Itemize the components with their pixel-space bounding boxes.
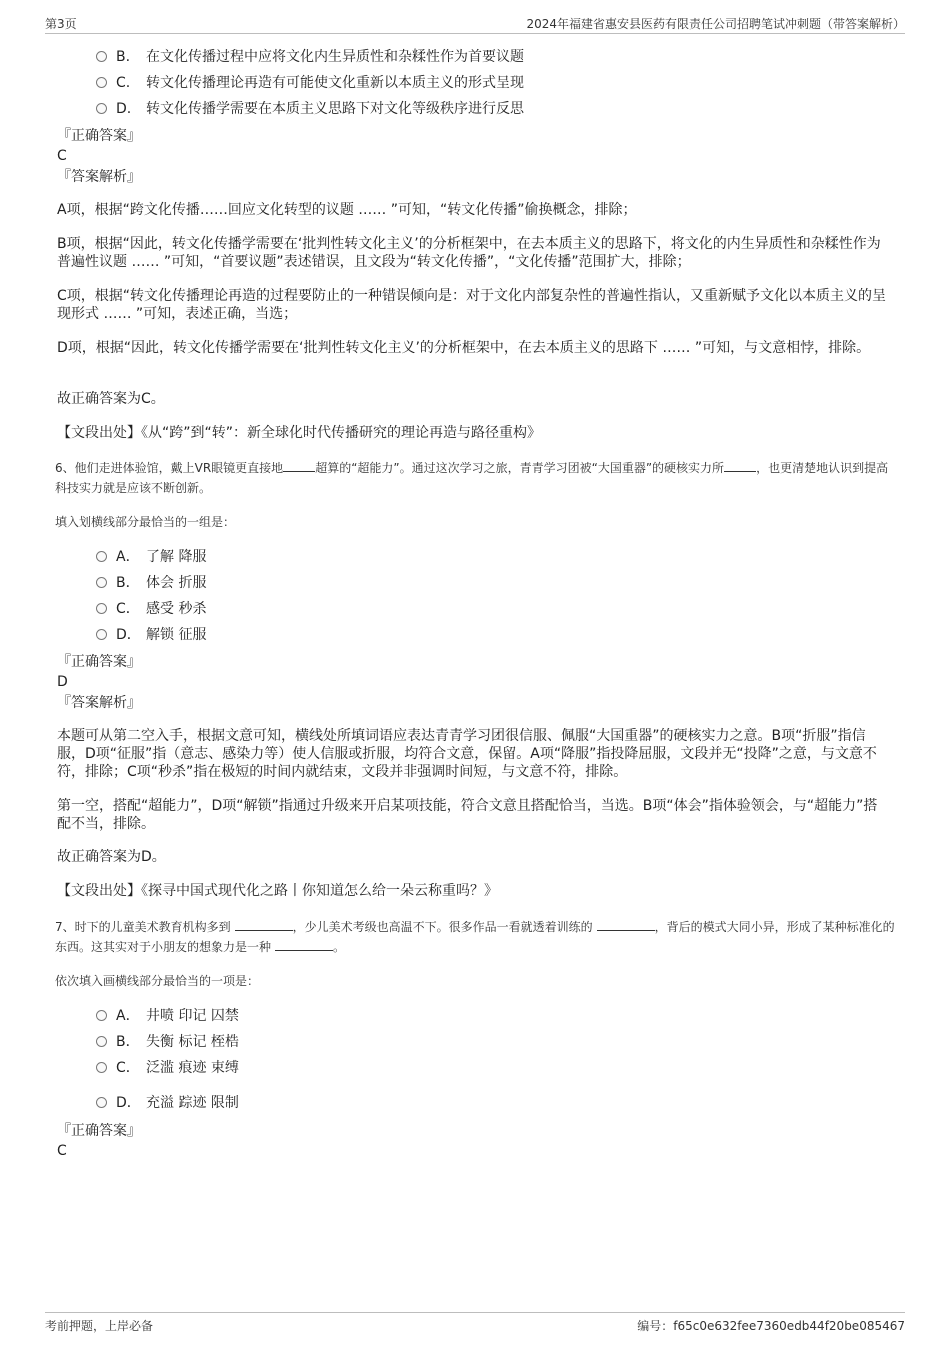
radio-icon[interactable]	[96, 51, 107, 62]
q5-conclusion: 故正确答案为C。	[57, 391, 165, 407]
page-number: 第3页	[45, 17, 77, 31]
q6-question: 6、他们走进体验馆，戴上VR眼镜更直接地 超算的“超能力”。通过这次学习之旅，青青学习团被“大国重器”的硬核实力所 ，也更清楚地认识到提高科技实力就是应该不断创新。	[55, 461, 889, 495]
q5-option-d[interactable]: D. 转文化传播学需要在本质主义思路下对文化等级秩序进行反思	[96, 100, 524, 118]
q6-answer: D	[57, 674, 68, 690]
q7-option-a[interactable]: A． 井喷 印记 囚禁	[96, 1007, 239, 1025]
q5-analysis-c: C项，根据“转文化传播理论再造的过程要防止的一种错误倾向是：对于文化内部复杂性的普遍性指认，又重新赋予文化以本质主义的呈现形式 …… ”可知，表述正确，当选；	[57, 288, 887, 322]
q6-conclusion: 故正确答案为D。	[57, 849, 166, 865]
radio-icon[interactable]	[96, 77, 107, 88]
blank	[275, 938, 333, 951]
q5-option-b[interactable]: B. 在文化传播过程中应将文化内生异质性和杂糅性作为首要议题	[96, 48, 524, 66]
q6-answer-label: 『正确答案』	[57, 654, 141, 670]
q6-instruction: 填入划横线部分最恰当的一组是：	[55, 515, 236, 529]
blank	[724, 459, 756, 472]
q5-analysis-b: B项，根据“因此，转文化传播学需要在‘批判性转文化主义’的分析框架中，在去本质主义的思路下，将文化的内生异质性和杂糅性作为普遍性议题 …… ”可知，“首要议题”表述错误，且文段为“转文化传播”，“文化传播”范围扩大，排除；	[57, 236, 881, 270]
page-header	[45, 13, 905, 34]
radio-icon[interactable]	[96, 103, 107, 114]
document-title: 2024年福建省惠安县医药有限责任公司招聘笔试冲刺题（带答案解析）	[526, 17, 905, 31]
footer-slogan: 考前押题，上岸必备	[45, 1319, 154, 1333]
radio-icon[interactable]	[96, 1010, 107, 1021]
radio-icon[interactable]	[96, 1097, 107, 1108]
radio-icon[interactable]	[96, 551, 107, 562]
q5-answer-label: 『正确答案』	[57, 128, 141, 144]
q7-answer-label: 『正确答案』	[57, 1123, 141, 1139]
q5-source: 【文段出处】《从“跨”到“转”：新全球化时代传播研究的理论再造与路径重构》	[57, 425, 542, 441]
blank	[283, 459, 315, 472]
q6-source: 【文段出处】《探寻中国式现代化之路丨你知道怎么给一朵云称重吗？》	[57, 883, 498, 899]
q6-option-c[interactable]: C． 感受 秒杀	[96, 600, 206, 618]
q6-option-d[interactable]: D． 解锁 征服	[96, 626, 206, 644]
page-footer	[45, 1312, 905, 1337]
radio-icon[interactable]	[96, 1062, 107, 1073]
q7-option-b[interactable]: B． 失衡 标记 桎梏	[96, 1033, 239, 1051]
q6-analysis-label: 『答案解析』	[57, 695, 141, 711]
radio-icon[interactable]	[96, 577, 107, 588]
blank	[235, 918, 293, 931]
footer-serial: 编号：f65c0e632fee7360edb44f20be085467	[637, 1319, 905, 1333]
q5-analysis-a: A项，根据“跨文化传播……回应文化转型的议题 …… ”可知，“转文化传播”偷换概念，排除；	[57, 202, 637, 218]
q7-option-d[interactable]: D． 充溢 踪迹 限制	[96, 1094, 239, 1112]
q7-answer: C	[57, 1143, 67, 1159]
radio-icon[interactable]	[96, 1036, 107, 1047]
q5-analysis-label: 『答案解析』	[57, 169, 141, 185]
blank	[597, 918, 655, 931]
radio-icon[interactable]	[96, 629, 107, 640]
q5-analysis-d: D项，根据“因此，转文化传播学需要在‘批判性转文化主义’的分析框架中，在去本质主义的思路下 …… ”可知，与文意相悖，排除。	[57, 340, 871, 356]
q6-option-a[interactable]: A． 了解 降服	[96, 548, 206, 566]
q7-instruction: 依次填入画横线部分最恰当的一项是：	[55, 974, 260, 988]
q5-option-c[interactable]: C. 转文化传播理论再造有可能使文化重新以本质主义的形式呈现	[96, 74, 524, 92]
q6-analysis-1: 本题可从第二空入手，根据文意可知，横线处所填词语应表达青青学习团很信服、佩服“大国重器”的硬核实力之意。B项“折服”指信服，D项“征服”指（意志、感染力等）使人信服或折服，均符合文意，保留。A项“降服”指投降屈服，文段并无“投降”之意，与文意不符，排除；C项“秒杀”指在极短的时间内就结束，文段并非强调时间短，与文意不符，排除。	[57, 728, 877, 780]
q5-answer: C	[57, 148, 67, 164]
q7-question: 7、时下的儿童美术教育机构多到 ，少儿美术考级也高温不下。很多作品一看就透着训练的 ，背后的模式大同小异，形成了某种标准化的东西。这其实对于小朋友的想象力是一种 。	[55, 920, 895, 954]
radio-icon[interactable]	[96, 603, 107, 614]
q6-analysis-2: 第一空，搭配“超能力”，D项“解锁”指通过升级来开启某项技能，符合文意且搭配恰当，当选。B项“体会”指体验领会，与“超能力”搭配不当，排除。	[57, 798, 878, 832]
q6-option-b[interactable]: B． 体会 折服	[96, 574, 206, 592]
q7-option-c[interactable]: C． 泛滥 痕迹 束缚	[96, 1059, 239, 1077]
